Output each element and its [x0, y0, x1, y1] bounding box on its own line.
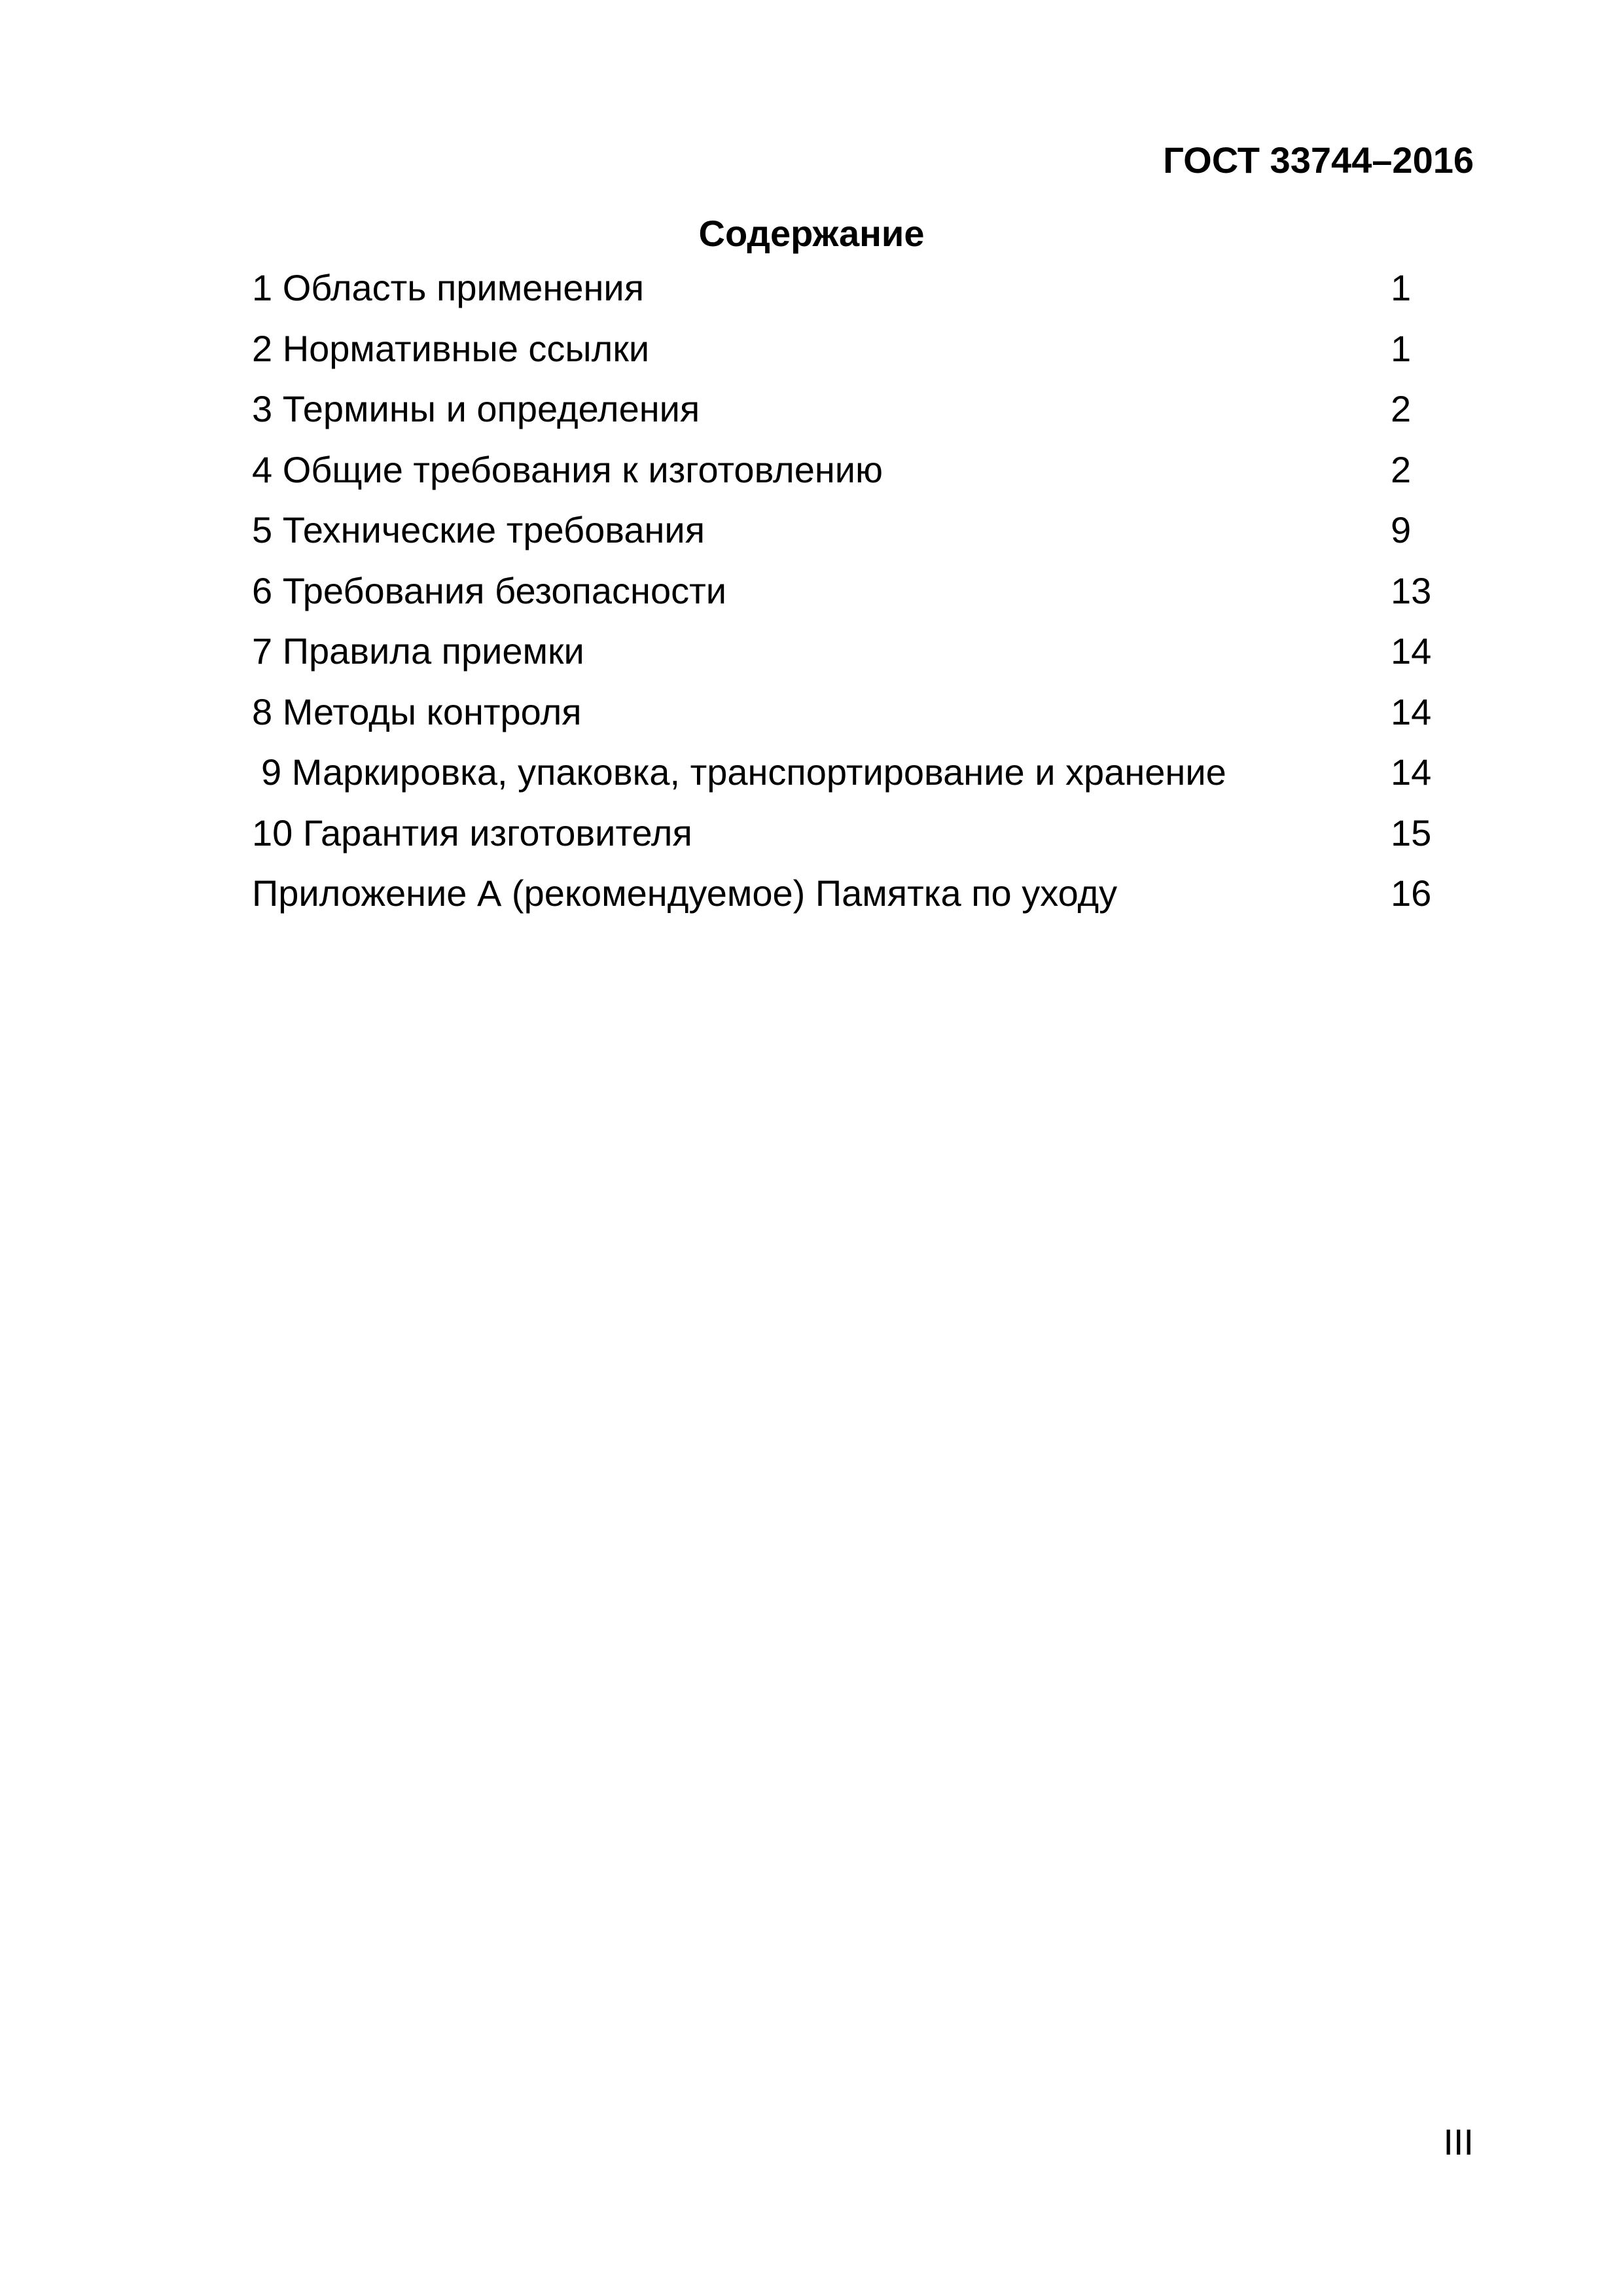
toc-entry [252, 386, 1430, 447]
toc-entry [252, 507, 1430, 568]
page-number: III [1443, 2121, 1474, 2162]
toc-entry-page: 15 [1391, 812, 1432, 853]
toc-entry-title: 4 Общие требования к изготовлению [252, 448, 883, 490]
toc-entry-page: 14 [1391, 751, 1432, 793]
toc-entry-title: 2 Нормативные ссылки [252, 327, 650, 369]
toc-entry-title: 1 Область применения [252, 267, 645, 308]
standard-code: ГОСТ 33744–2016 [1163, 139, 1474, 181]
toc-entry-page: 13 [1391, 569, 1432, 611]
toc-entry-title: 6 Требования безопасности [252, 569, 727, 611]
toc-entry-title: 5 Технические требования [252, 509, 705, 550]
toc-entry-page: 2 [1391, 448, 1412, 490]
toc-entry [252, 628, 1430, 689]
toc-entry [252, 326, 1430, 387]
toc-entry [252, 689, 1430, 750]
toc-entry [252, 749, 1430, 810]
toc-entry-title: 7 Правила приемки [252, 630, 584, 672]
toc-entry [252, 810, 1430, 871]
toc-entry-page: 1 [1391, 327, 1412, 369]
toc-entry-title: 8 Методы контроля [252, 691, 582, 732]
toc-entry-page: 16 [1391, 872, 1432, 914]
toc-entry [252, 447, 1430, 508]
toc-entry-page: 14 [1391, 630, 1432, 672]
toc-entry-page: 2 [1391, 388, 1412, 429]
toc-title: Содержание [698, 213, 925, 254]
toc-entry-title: 9 Маркировка, упаковка, транспортирование и хранение [261, 751, 1226, 793]
toc-entry-page: 9 [1391, 509, 1412, 550]
toc-entry [252, 265, 1430, 326]
toc-entry-page: 14 [1391, 691, 1432, 732]
toc-entry [252, 568, 1430, 629]
toc-entry-page: 1 [1391, 267, 1412, 308]
toc-entry-title: 10 Гарантия изготовителя [252, 812, 692, 853]
toc-entry-title: 3 Термины и определения [252, 388, 700, 429]
toc-entry-title: Приложение А (рекомендуемое) Памятка по уходу [252, 872, 1118, 914]
toc-list [252, 265, 1430, 931]
toc-entry [252, 870, 1430, 931]
